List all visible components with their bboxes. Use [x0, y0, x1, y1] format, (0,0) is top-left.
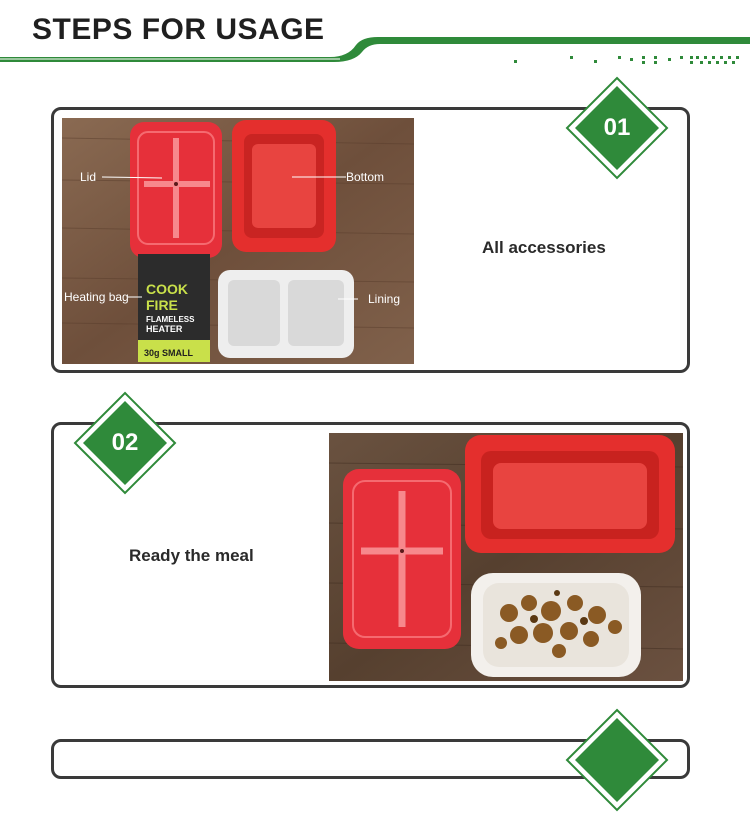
label-bottom: Bottom — [346, 170, 385, 184]
step-2-photo — [329, 433, 683, 681]
step-number-1: 01 — [603, 114, 631, 141]
step-badge-2 — [73, 391, 177, 495]
bag-print-2: FIRE — [146, 297, 178, 313]
bag-print-5: 30g SMALL — [144, 348, 194, 358]
step-1-photo — [62, 118, 414, 364]
label-lining: Lining — [368, 292, 401, 306]
step-1-caption: All accessories — [482, 238, 606, 257]
label-lid: Lid — [80, 170, 97, 184]
label-heating-bag: Heating bag — [64, 290, 129, 304]
page-header — [0, 0, 750, 70]
step-badge-1 — [565, 76, 669, 180]
page-title: STEPS FOR USAGE — [32, 13, 325, 46]
step-badge-3 — [565, 708, 669, 812]
bag-print-4: HEATER — [146, 324, 183, 334]
step-2-caption: Ready the meal — [129, 546, 254, 565]
bag-print-3: FLAMELESS — [146, 315, 195, 324]
bag-print-1: COOK — [146, 281, 188, 297]
step-number-2: 02 — [111, 429, 139, 456]
